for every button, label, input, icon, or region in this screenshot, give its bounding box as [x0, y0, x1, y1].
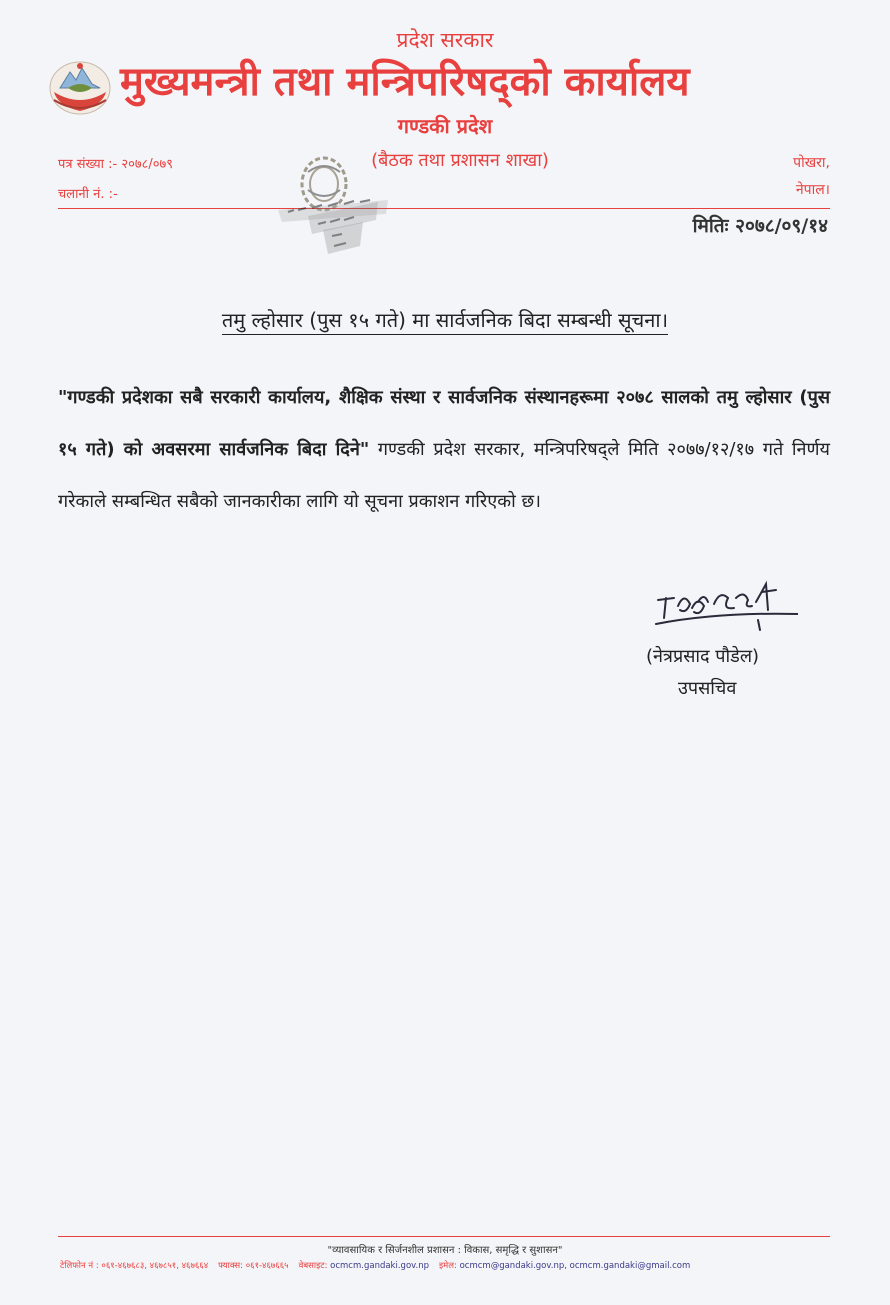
- fax-label: फ्याक्स:: [218, 1261, 244, 1271]
- footer-divider: [58, 1236, 830, 1237]
- notice-body-quoted: "गण्डकी प्रदेशका सबै सरकारी कार्यालय, शैक्षिक संस्था र सार्वजनिक संस्थानहरूमा २०७८ सालको तमु ल्होसार (पुस १५ गते) को अवसरमा सार्वजनिक बिदा दिने": [58, 387, 830, 460]
- branch-label: (बैठक तथा प्रशासन शाखा): [371, 150, 549, 171]
- notice-body-rest: गण्डकी प्रदेश सरकार, मन्त्रिपरिषद्ले मिति २०७७/१२/१७ गते निर्णय गरेकाले सम्बन्धित सबैको जानकारीका लागि यो सूचना प्रकाशन गरिएको छ।: [58, 439, 830, 512]
- footer-website: [299, 1260, 429, 1271]
- email-label: इमेल:: [439, 1261, 457, 1271]
- footer-email: [439, 1260, 690, 1271]
- nepal-emblem-icon: [46, 58, 114, 116]
- letter-number: पत्र संख्या :- २०७८/०७९: [58, 157, 174, 172]
- location-city: पोखरा,: [793, 155, 830, 171]
- website-label: वेबसाइट:: [298, 1261, 328, 1271]
- website-link[interactable]: ocmcm.gandaki.gov.np: [330, 1261, 429, 1271]
- notice-subject: [0, 306, 890, 333]
- province-label: गण्डकी प्रदेश: [397, 114, 493, 138]
- office-title: मुख्यमन्त्री तथा मन्त्रिपरिषद्को कार्यालय: [120, 59, 690, 105]
- office-seal-stamp-icon: [268, 150, 398, 265]
- phone-label: टेलिफोन नं :: [60, 1261, 99, 1271]
- government-label: प्रदेश सरकार: [396, 28, 494, 52]
- phone-value: ०६१-४६७६८३, ४६७८५१, ४६७६६४: [101, 1261, 209, 1271]
- email-link[interactable]: ocmcm@gandaki.gov.np, ocmcm.gandaki@gmail.com: [459, 1261, 691, 1271]
- signer-name: (नेत्रप्रसाद पौडेल): [646, 646, 760, 667]
- signer-title: उपसचिव: [678, 678, 737, 699]
- issue-date: मितिः २०७८/०९/१४: [692, 215, 828, 237]
- footer-phone: [60, 1260, 208, 1271]
- footer-motto: "व्यावसायिक र सिर्जनशील प्रशासन : विकास, समृद्धि र सुशासन": [327, 1245, 563, 1256]
- location-country: नेपाल।: [795, 182, 830, 198]
- notice-body: [58, 372, 830, 528]
- fax-value: ०६१-४६७६६५: [245, 1261, 289, 1271]
- footer-contact: [60, 1260, 830, 1271]
- notice-subject-text: तमु ल्होसार (पुस १५ गते) मा सार्वजनिक बिदा सम्बन्धी सूचना।: [222, 308, 668, 335]
- handwritten-signature-icon: [648, 562, 798, 642]
- footer-fax: [218, 1260, 288, 1271]
- header-divider: [58, 208, 830, 209]
- dispatch-number: चलानी नं. :-: [58, 187, 118, 202]
